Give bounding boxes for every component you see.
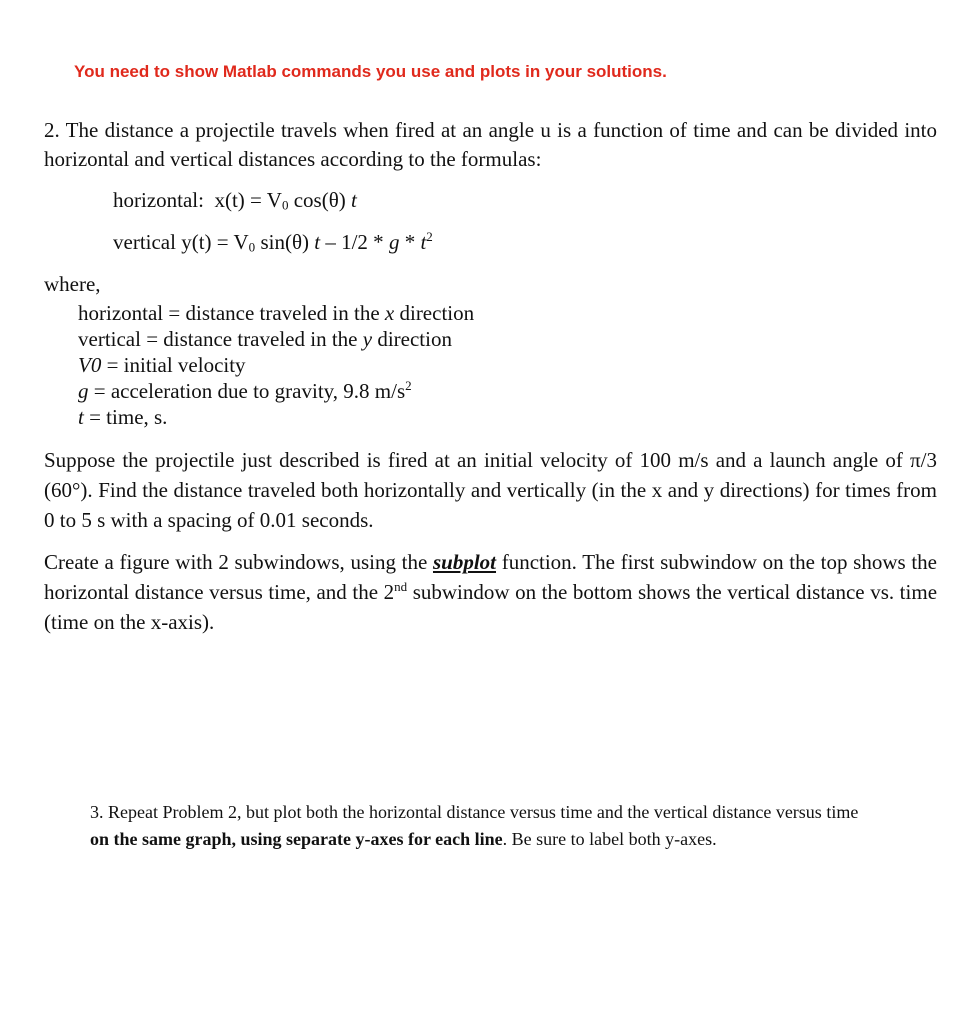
- where-label: where,: [44, 272, 101, 296]
- solution-notice: You need to show Matlab commands you use and plots in your solutions.: [74, 62, 667, 81]
- formula-vertical: vertical $y(t) = V_0$ sin(θ) t – 1/2 * g * $t^2$: [113, 228, 433, 255]
- def-horizontal: horizontal = distance traveled in the x direction: [78, 301, 475, 325]
- variable-definitions: [78, 300, 474, 430]
- subplot-keyword: subplot: [432, 550, 497, 574]
- problem-2-suppose: Suppose the projectile just described is fired at an initial velocity of 100 m/s and a launch angle of π/3 (60°). Find the distance traveled both horizontally and vertically (in the x and y directions) for times from 0 to 5 s with a spacing of 0.01 seconds.: [44, 448, 937, 532]
- problem-2-create: Create a figure with 2 subwindows, using the subplot function. The first subwindow on the top shows the horizontal distance versus time, and the 2nd subwindow on the bottom shows the vertical distance vs. time (time on the x-axis).: [44, 550, 938, 634]
- formula-horizontal: horizontal: $x(t) = V_0$ cos(θ) t: [113, 188, 357, 213]
- def-v0: V0 = initial velocity: [78, 353, 246, 377]
- problem-3: 3. Repeat Problem 2, but plot both the horizontal distance versus time and the vertical distance versus time on the same graph, using separate y-axes for each line. Be sure to label both y-axes.: [90, 802, 859, 849]
- problem-2-intro: 2. The distance a projectile travels when fired at an angle u is a function of time and can be divided into horizontal and vertical distances according to the formulas:: [44, 118, 937, 171]
- def-vertical: vertical = distance traveled in the y direction: [78, 327, 452, 351]
- def-g: g = acceleration due to gravity, 9.8 $m/s^2$: [78, 377, 412, 403]
- problem-3-emphasis: on the same graph, using separate y-axes for each line: [90, 829, 503, 849]
- def-t: t = time, s.: [78, 405, 168, 429]
